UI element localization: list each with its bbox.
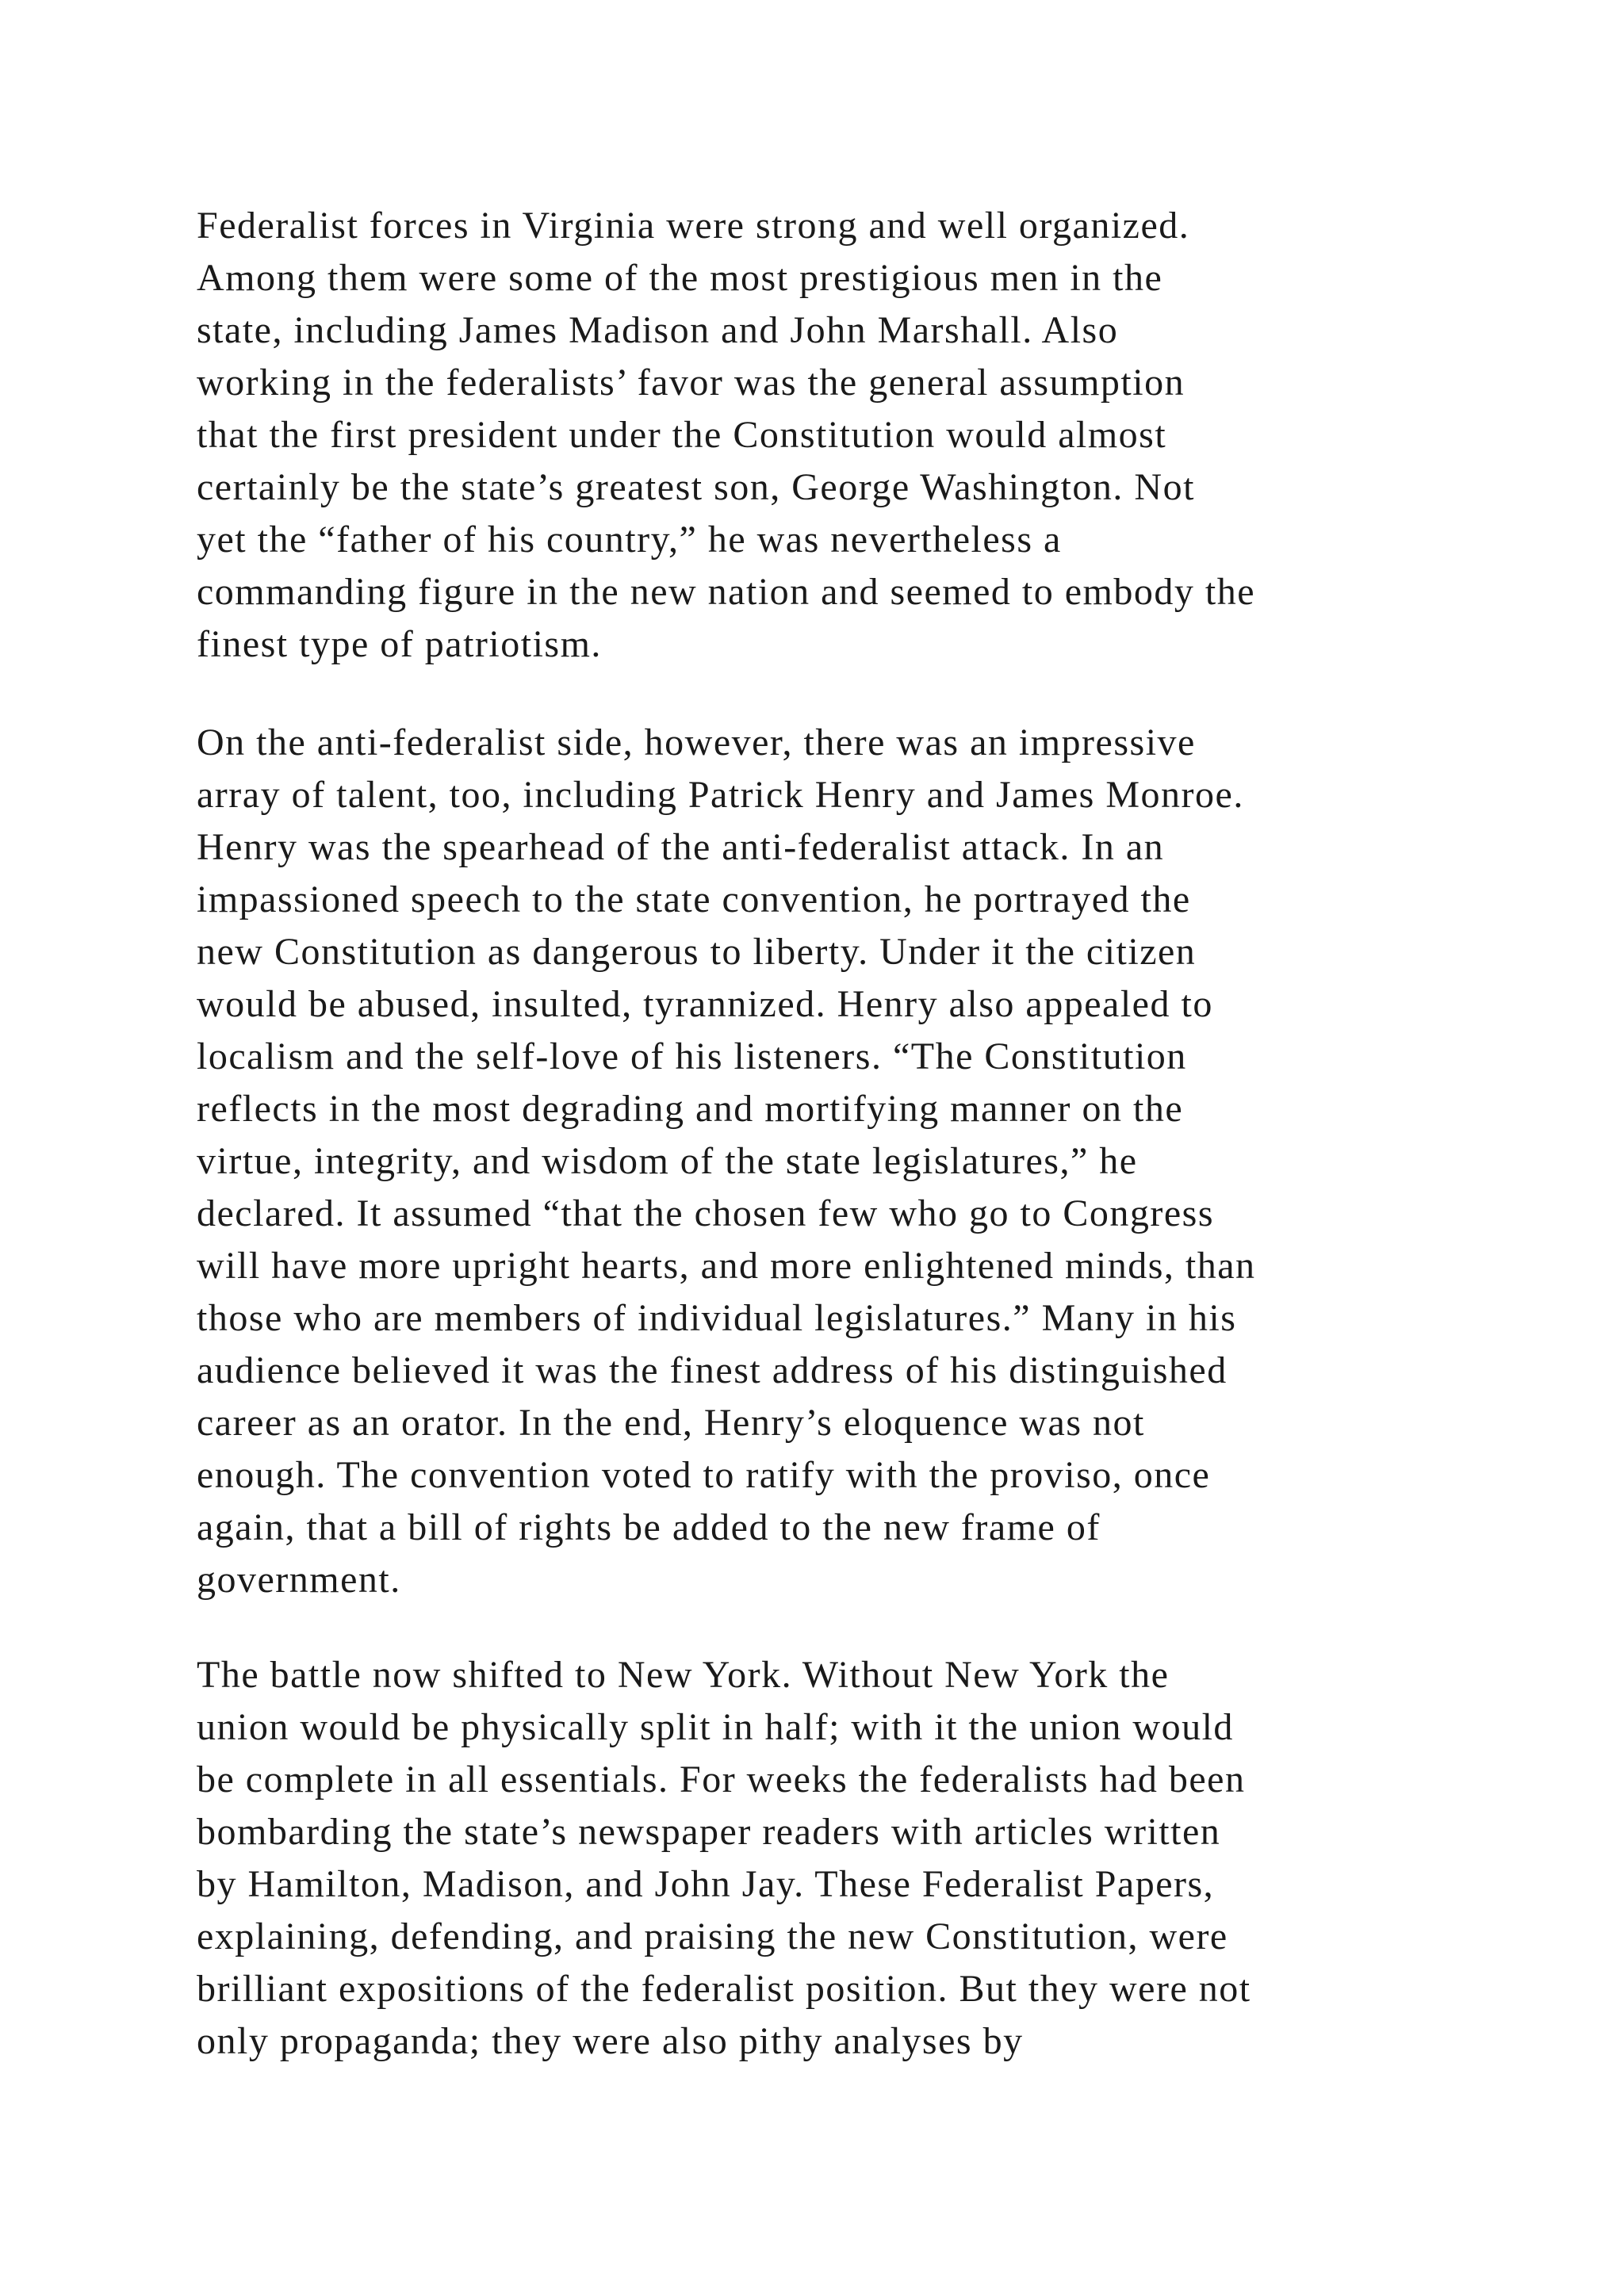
text-line: that the first president under the Constitution would almost [197, 414, 1167, 456]
text-line: by Hamilton, Madison, and John Jay. These Federalist Papers, [197, 1863, 1215, 1905]
text-line: localism and the self-love of his listeners. “The Constitution [197, 1035, 1187, 1077]
text-line: working in the federalists’ favor was the general assumption [197, 362, 1185, 404]
text-line: be complete in all essentials. For weeks the federalists had been [197, 1758, 1246, 1800]
text-line: government. [197, 1559, 401, 1601]
text-line: brilliant expositions of the federalist position. But they were not [197, 1968, 1251, 2010]
text-line: declared. It assumed “that the chosen few who go to Congress [197, 1192, 1214, 1234]
text-line: will have more upright hearts, and more enlightened minds, than [197, 1245, 1256, 1287]
text-line: reflects in the most degrading and mortifying manner on the [197, 1088, 1184, 1130]
text-line: bombarding the state’s newspaper readers with articles written [197, 1811, 1221, 1853]
text-line: again, that a bill of rights be added to the new frame of [197, 1506, 1101, 1548]
text-line: Federalist forces in Virginia were strong and well organized. [197, 205, 1190, 247]
text-line: array of talent, too, including Patrick Henry and James Monroe. [197, 774, 1244, 816]
text-line: The battle now shifted to New York. Without New York the [197, 1654, 1170, 1696]
text-line: yet the “father of his country,” he was nevertheless a [197, 519, 1062, 561]
text-line: only propaganda; they were also pithy analyses by [197, 2020, 1024, 2062]
text-line: finest type of patriotism. [197, 623, 602, 665]
text-line: certainly be the state’s greatest son, George Washington. Not [197, 466, 1195, 508]
paragraph-new-york-battle [197, 1649, 1497, 2068]
text-line: explaining, defending, and praising the new Constitution, were [197, 1915, 1228, 1957]
text-line: career as an orator. In the end, Henry’s eloquence was not [197, 1402, 1145, 1444]
text-line: Among them were some of the most prestigious men in the [197, 257, 1163, 299]
paragraph-virginia-federalists [197, 200, 1497, 671]
text-line: those who are members of individual legislatures.” Many in his [197, 1297, 1237, 1339]
text-line: enough. The convention voted to ratify with the proviso, once [197, 1454, 1211, 1496]
text-line: commanding figure in the new nation and seemed to embody the [197, 571, 1255, 613]
text-line: union would be physically split in half; with it the union would [197, 1706, 1234, 1748]
text-line: new Constitution as dangerous to liberty. Under it the citizen [197, 931, 1197, 973]
text-line: would be abused, insulted, tyrannized. Henry also appealed to [197, 983, 1213, 1025]
text-line: audience believed it was the finest address of his distinguished [197, 1349, 1228, 1391]
text-line: state, including James Madison and John Marshall. Also [197, 309, 1119, 351]
text-line: Henry was the spearhead of the anti-federalist attack. In an [197, 826, 1165, 868]
text-line: impassioned speech to the state convention, he portrayed the [197, 878, 1191, 920]
text-line: virtue, integrity, and wisdom of the state legislatures,” he [197, 1140, 1138, 1182]
text-line: On the anti-federalist side, however, there was an impressive [197, 721, 1196, 763]
paragraph-anti-federalist-side [197, 717, 1497, 1606]
